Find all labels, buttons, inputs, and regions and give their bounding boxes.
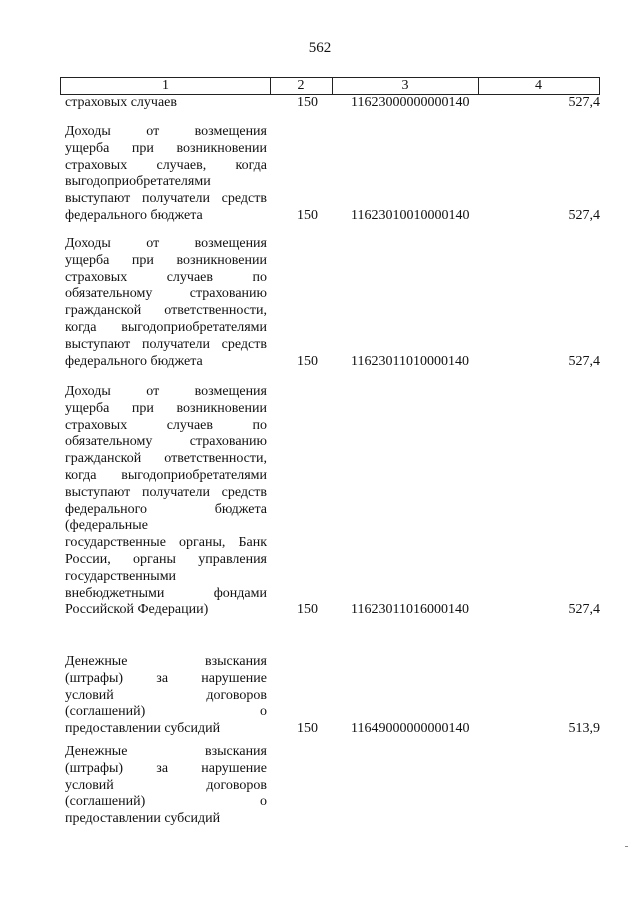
description-line: государственными [65, 568, 177, 584]
row-budget-code: 11623010010000140 [351, 208, 470, 223]
description-line: предоставлении субсидий [65, 811, 221, 827]
description-line: когда выгодоприобретателями [65, 467, 267, 483]
description-line: страховых случаев [65, 95, 177, 110]
description-line: Доходы от возмещения [65, 236, 267, 251]
description-line: (штрафы) за нарушение [65, 760, 267, 776]
description-line: (штрафы) за нарушение [65, 670, 267, 686]
description-line: Денежные взыскания [65, 654, 267, 669]
row-amount: 527,4 [568, 95, 600, 110]
row-kind-code: 150 [297, 602, 318, 618]
description-line: когда выгодоприобретателями [65, 319, 267, 335]
description-line: предоставлении субсидий [65, 721, 221, 737]
description-line: страховых случаев, когда [65, 157, 267, 173]
row-budget-code: 11623011010000140 [351, 353, 469, 369]
row-description [65, 744, 267, 828]
row-description [65, 654, 267, 738]
page-number: 562 [308, 40, 332, 56]
description-line: обязательному страхованию [65, 434, 267, 450]
column-header-3: 3 [332, 78, 479, 94]
row-description [65, 236, 267, 370]
description-line: федерального бюджета [65, 353, 203, 369]
row-budget-code: 11623000000000140 [351, 95, 470, 110]
description-line: ущерба при возникновении [65, 400, 267, 416]
description-line: Доходы от возмещения [65, 124, 267, 139]
description-line: страховых случаев по [65, 269, 267, 285]
description-line: Денежные взыскания [65, 744, 267, 759]
description-line: федерального бюджета [65, 501, 267, 517]
description-line: внебюджетными фондами [65, 585, 267, 601]
description-line: ущерба при возникновении [65, 140, 267, 156]
description-line: ущерба при возникновении [65, 252, 267, 268]
row-amount: 527,4 [568, 602, 600, 618]
description-line: выступают получатели средств [65, 484, 267, 500]
description-line: (соглашений) о [65, 794, 267, 810]
column-header-4: 4 [535, 78, 542, 93]
description-line: гражданской ответственности, [65, 451, 267, 467]
row-description [65, 95, 267, 112]
row-amount: 513,9 [568, 721, 600, 737]
row-kind-code: 150 [297, 353, 318, 369]
description-line: гражданской ответственности, [65, 303, 267, 319]
row-amount: 527,4 [568, 353, 600, 369]
description-line: условий договоров [65, 777, 267, 793]
description-line: Российской Федерации) [65, 602, 209, 618]
description-line: Доходы от возмещения [65, 384, 267, 399]
column-header-1: 1 [61, 78, 271, 94]
description-line: федерального бюджета [65, 207, 203, 223]
description-line: России, органы управления [65, 551, 267, 567]
row-amount: 527,4 [568, 208, 600, 223]
row-kind-code: 150 [297, 721, 318, 737]
description-line: страховых случаев по [65, 417, 267, 433]
row-kind-code: 150 [297, 208, 318, 223]
row-budget-code: 11649000000000140 [351, 721, 470, 737]
row-budget-code: 11623011016000140 [351, 602, 469, 618]
description-line: выступают получатели средств [65, 336, 267, 352]
scan-artifact [625, 846, 628, 847]
row-description [65, 124, 267, 225]
row-kind-code: 150 [297, 95, 318, 110]
description-line: выгодоприобретателями [65, 174, 211, 190]
description-line: выступают получатели средств [65, 191, 267, 207]
table-header-row [60, 77, 600, 95]
description-line: государственные органы, Банк [65, 535, 267, 551]
column-header-2: 2 [270, 78, 333, 94]
description-line: (соглашений) о [65, 704, 267, 720]
description-line: условий договоров [65, 687, 267, 703]
description-line: обязательному страхованию [65, 286, 267, 302]
row-description [65, 384, 267, 619]
description-line: (федеральные [65, 518, 148, 534]
